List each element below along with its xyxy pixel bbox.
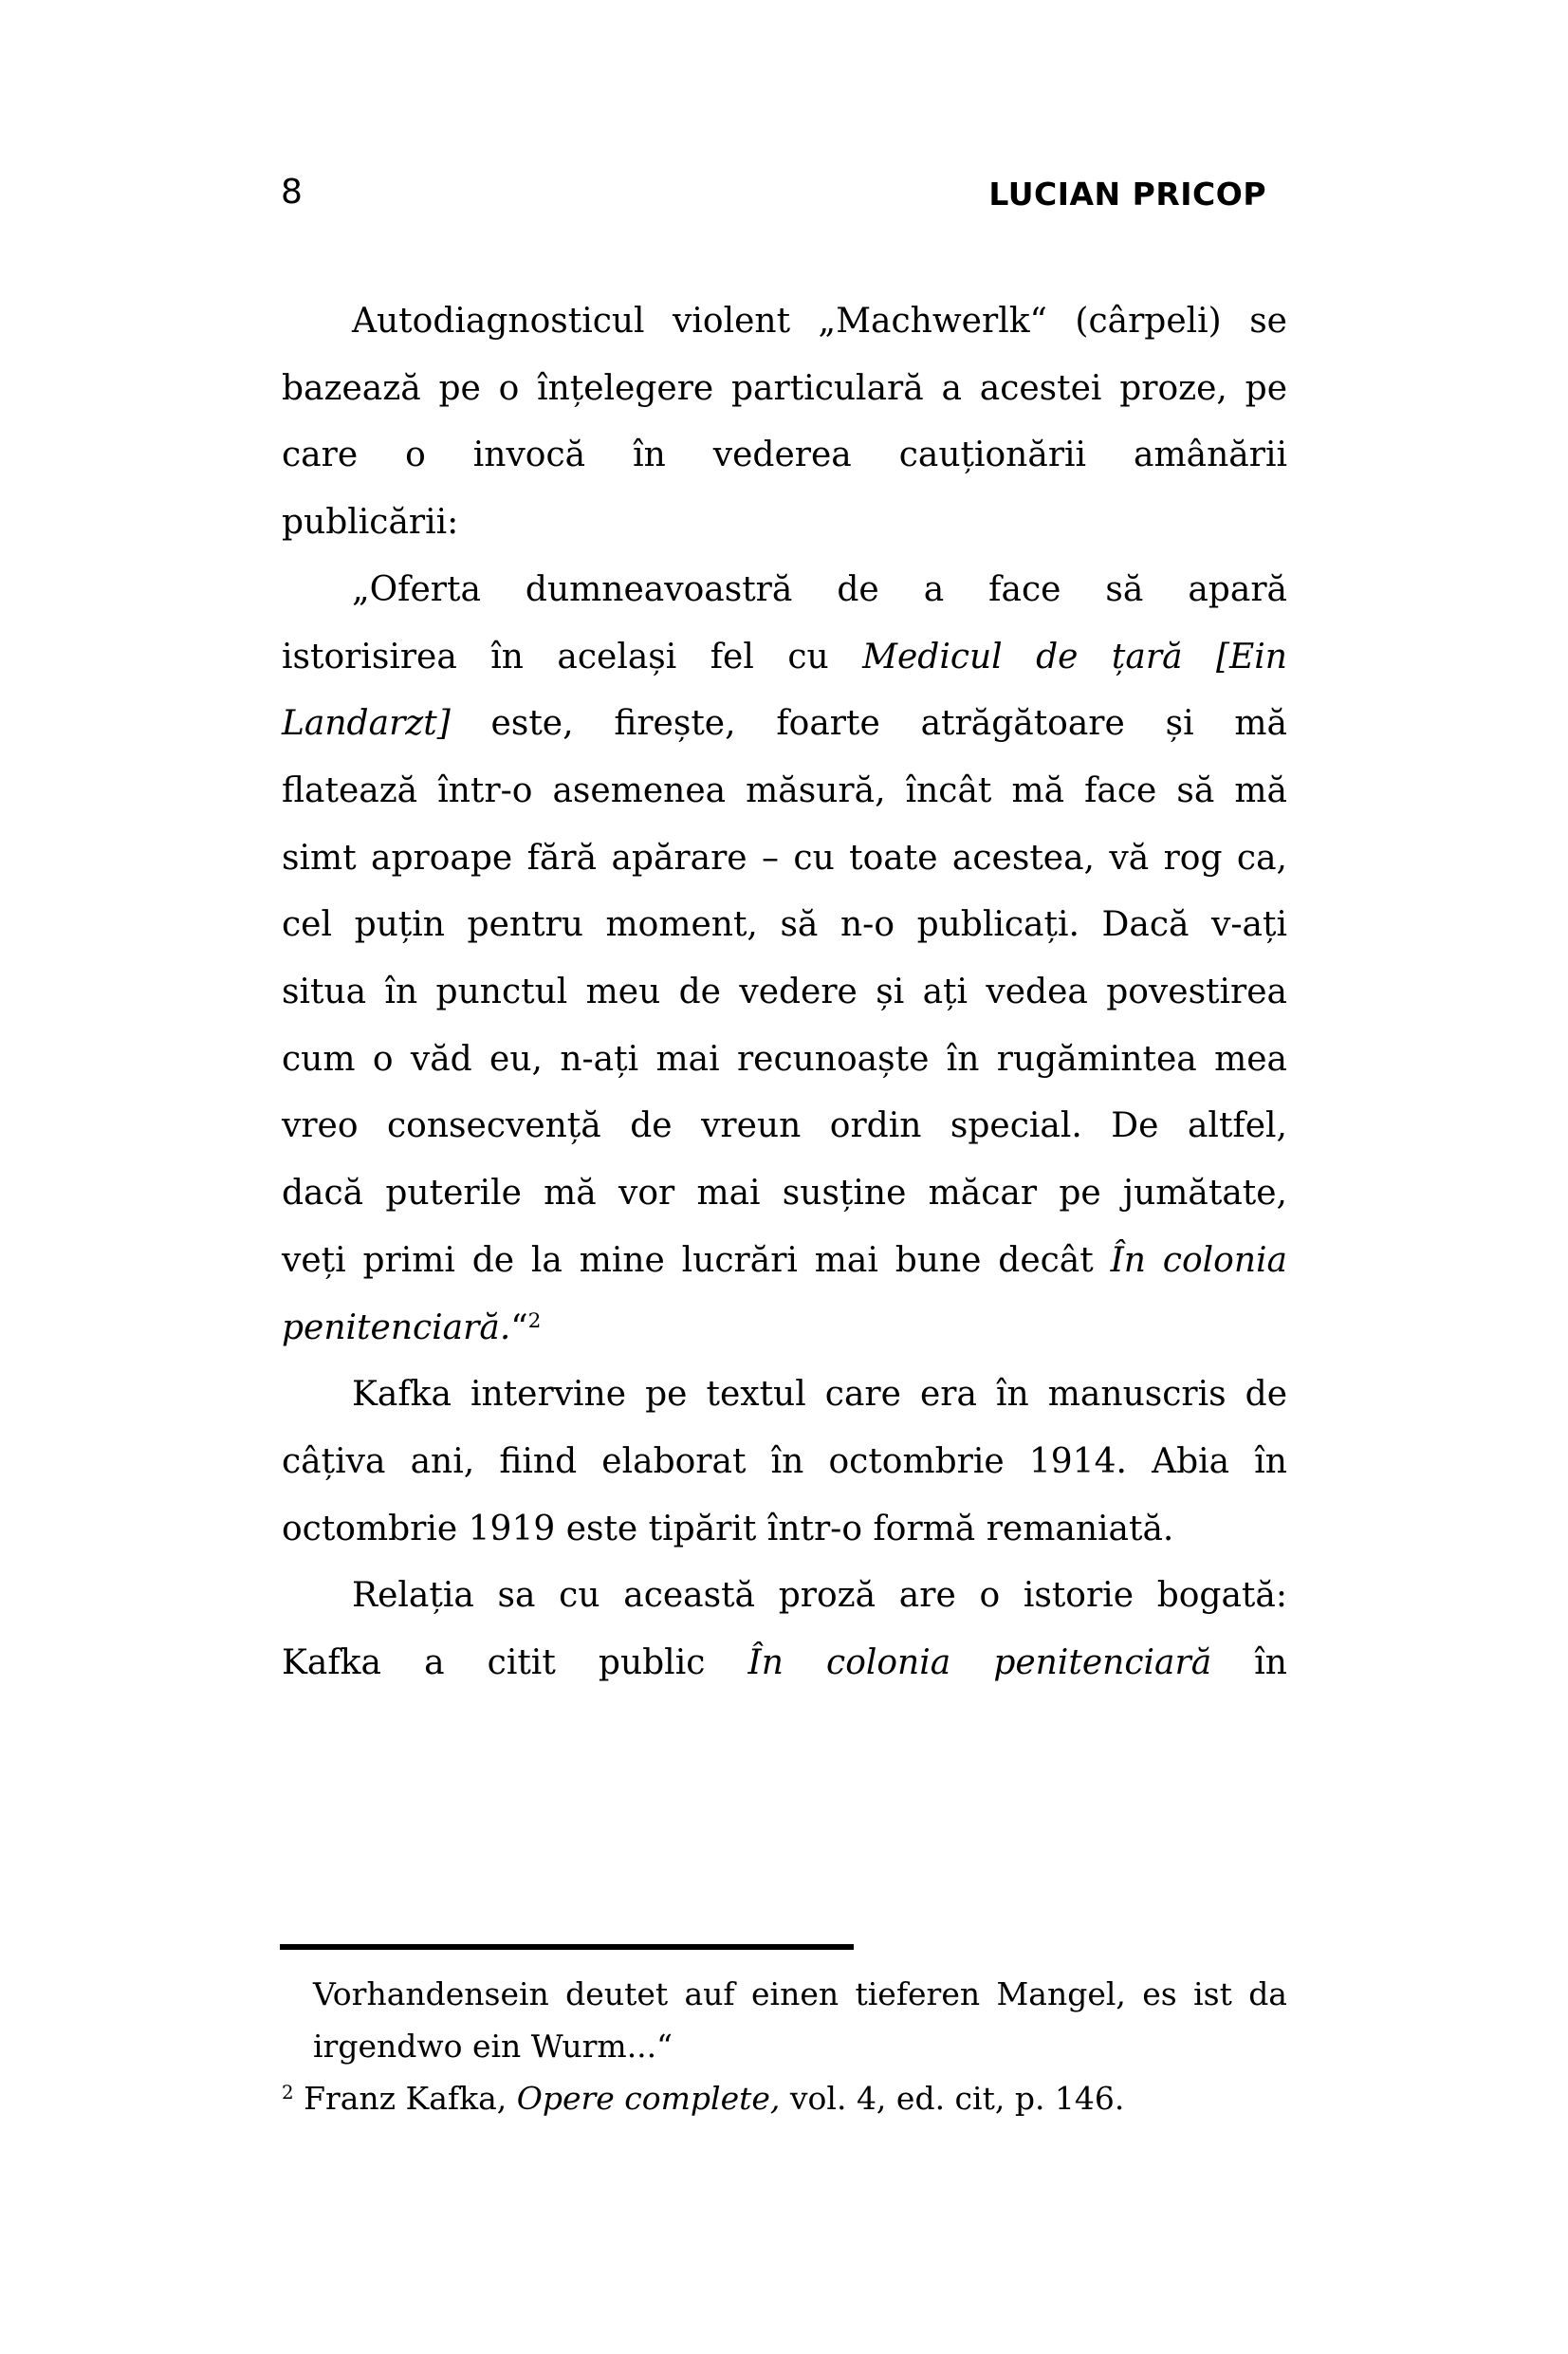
- text-line: [282, 1496, 1287, 1564]
- text-segment: Kafka a citit public: [282, 1643, 748, 1683]
- text-line: [282, 825, 1287, 893]
- text-segment: Relația sa cu această proză are o istorie bogată:: [352, 1576, 1287, 1616]
- text-segment: care o invocă în vederea cauționării amânării: [282, 436, 1287, 475]
- footnote-marker: 2: [527, 1308, 542, 1333]
- text-segment: Franz Kafka,: [293, 2080, 517, 2117]
- text-segment: flatează într-o asemenea măsură, încât mă face să mă: [282, 770, 1287, 810]
- text-line: [282, 422, 1287, 490]
- running-head: LUCIAN PRICOP: [988, 176, 1266, 213]
- italic-text: În colonia: [1110, 1240, 1287, 1280]
- text-segment: Vorhandensein deutet auf einen tieferen Mangel, es ist da: [313, 1975, 1287, 2012]
- italic-text: Medicul de țară [Ein: [862, 637, 1287, 677]
- text-line: [282, 1228, 1287, 1295]
- text-line: [282, 356, 1287, 423]
- text-segment: Autodiagnosticul violent „Machwerlk“ (cârpeli) se: [352, 302, 1287, 341]
- footnote-marker: 2: [282, 2082, 294, 2104]
- text-segment: octombrie 1919 este tipărit într-o formă remaniată.: [282, 1509, 1174, 1548]
- text-line: [282, 1563, 1287, 1630]
- text-segment: cel puțin pentru moment, să n-o publicați. Dacă v-ați: [282, 905, 1287, 945]
- text-line: [282, 758, 1287, 825]
- text-line: [282, 2072, 1287, 2124]
- italic-text: penitenciară.: [282, 1307, 511, 1347]
- text-segment: este, firește, foarte atrăgătoare și mă: [450, 704, 1287, 744]
- text-segment: cum o văd eu, n-ați mai recunoaște în rugămintea mea: [282, 1039, 1287, 1079]
- text-line: [282, 691, 1287, 758]
- text-line: [282, 959, 1287, 1027]
- text-segment: veți primi de la mine lucrări mai bune decât: [282, 1240, 1111, 1280]
- text-line: [282, 1968, 1287, 2020]
- text-segment: vreo consecvență de vreun ordin special. De altfel,: [282, 1106, 1287, 1146]
- text-line: [282, 2020, 1287, 2072]
- text-segment: publicării:: [282, 503, 459, 543]
- text-line: [282, 1295, 1287, 1362]
- text-line: [282, 624, 1287, 692]
- text-line: [282, 892, 1287, 959]
- text-segment: istorisirea în același fel cu: [282, 637, 863, 677]
- text-line: [282, 1429, 1287, 1496]
- text-line: [282, 1630, 1287, 1697]
- text-line: [282, 490, 1287, 557]
- text-line: [282, 1362, 1287, 1429]
- page-number: 8: [281, 173, 303, 212]
- italic-text: Opere complete,: [516, 2080, 781, 2117]
- text-segment: „Oferta dumneavoastră de a face să apară: [352, 569, 1287, 609]
- text-segment: irgendwo ein Wurm...“: [313, 2028, 673, 2065]
- footnote-separator: [280, 1944, 854, 1950]
- text-segment: “: [510, 1307, 528, 1347]
- text-segment: simt aproape fără apărare – cu toate acestea, vă rog ca,: [282, 838, 1287, 878]
- text-segment: în: [1211, 1643, 1287, 1683]
- text-segment: câțiva ani, fiind elaborat în octombrie 1914. Abia în: [282, 1441, 1287, 1481]
- text-line: [282, 1160, 1287, 1228]
- text-segment: dacă puterile mă vor mai susține măcar pe jumătate,: [282, 1174, 1287, 1214]
- text-segment: vol. 4, ed. cit, p. 146.: [780, 2080, 1125, 2117]
- italic-text: În colonia penitenciară: [747, 1643, 1212, 1683]
- italic-text: Landarzt]: [282, 704, 451, 744]
- text-segment: situa în punctul meu de vedere și ați vedea povestirea: [282, 973, 1287, 1012]
- text-segment: Kafka intervine pe textul care era în manuscris de: [352, 1375, 1287, 1415]
- text-line: [282, 1093, 1287, 1160]
- body-text: [282, 288, 1287, 1697]
- footnotes: [282, 1968, 1287, 2124]
- text-line: [282, 288, 1287, 356]
- text-line: [282, 557, 1287, 624]
- text-segment: bazează pe o înțelegere particulară a acestei proze, pe: [282, 368, 1287, 408]
- text-line: [282, 1027, 1287, 1094]
